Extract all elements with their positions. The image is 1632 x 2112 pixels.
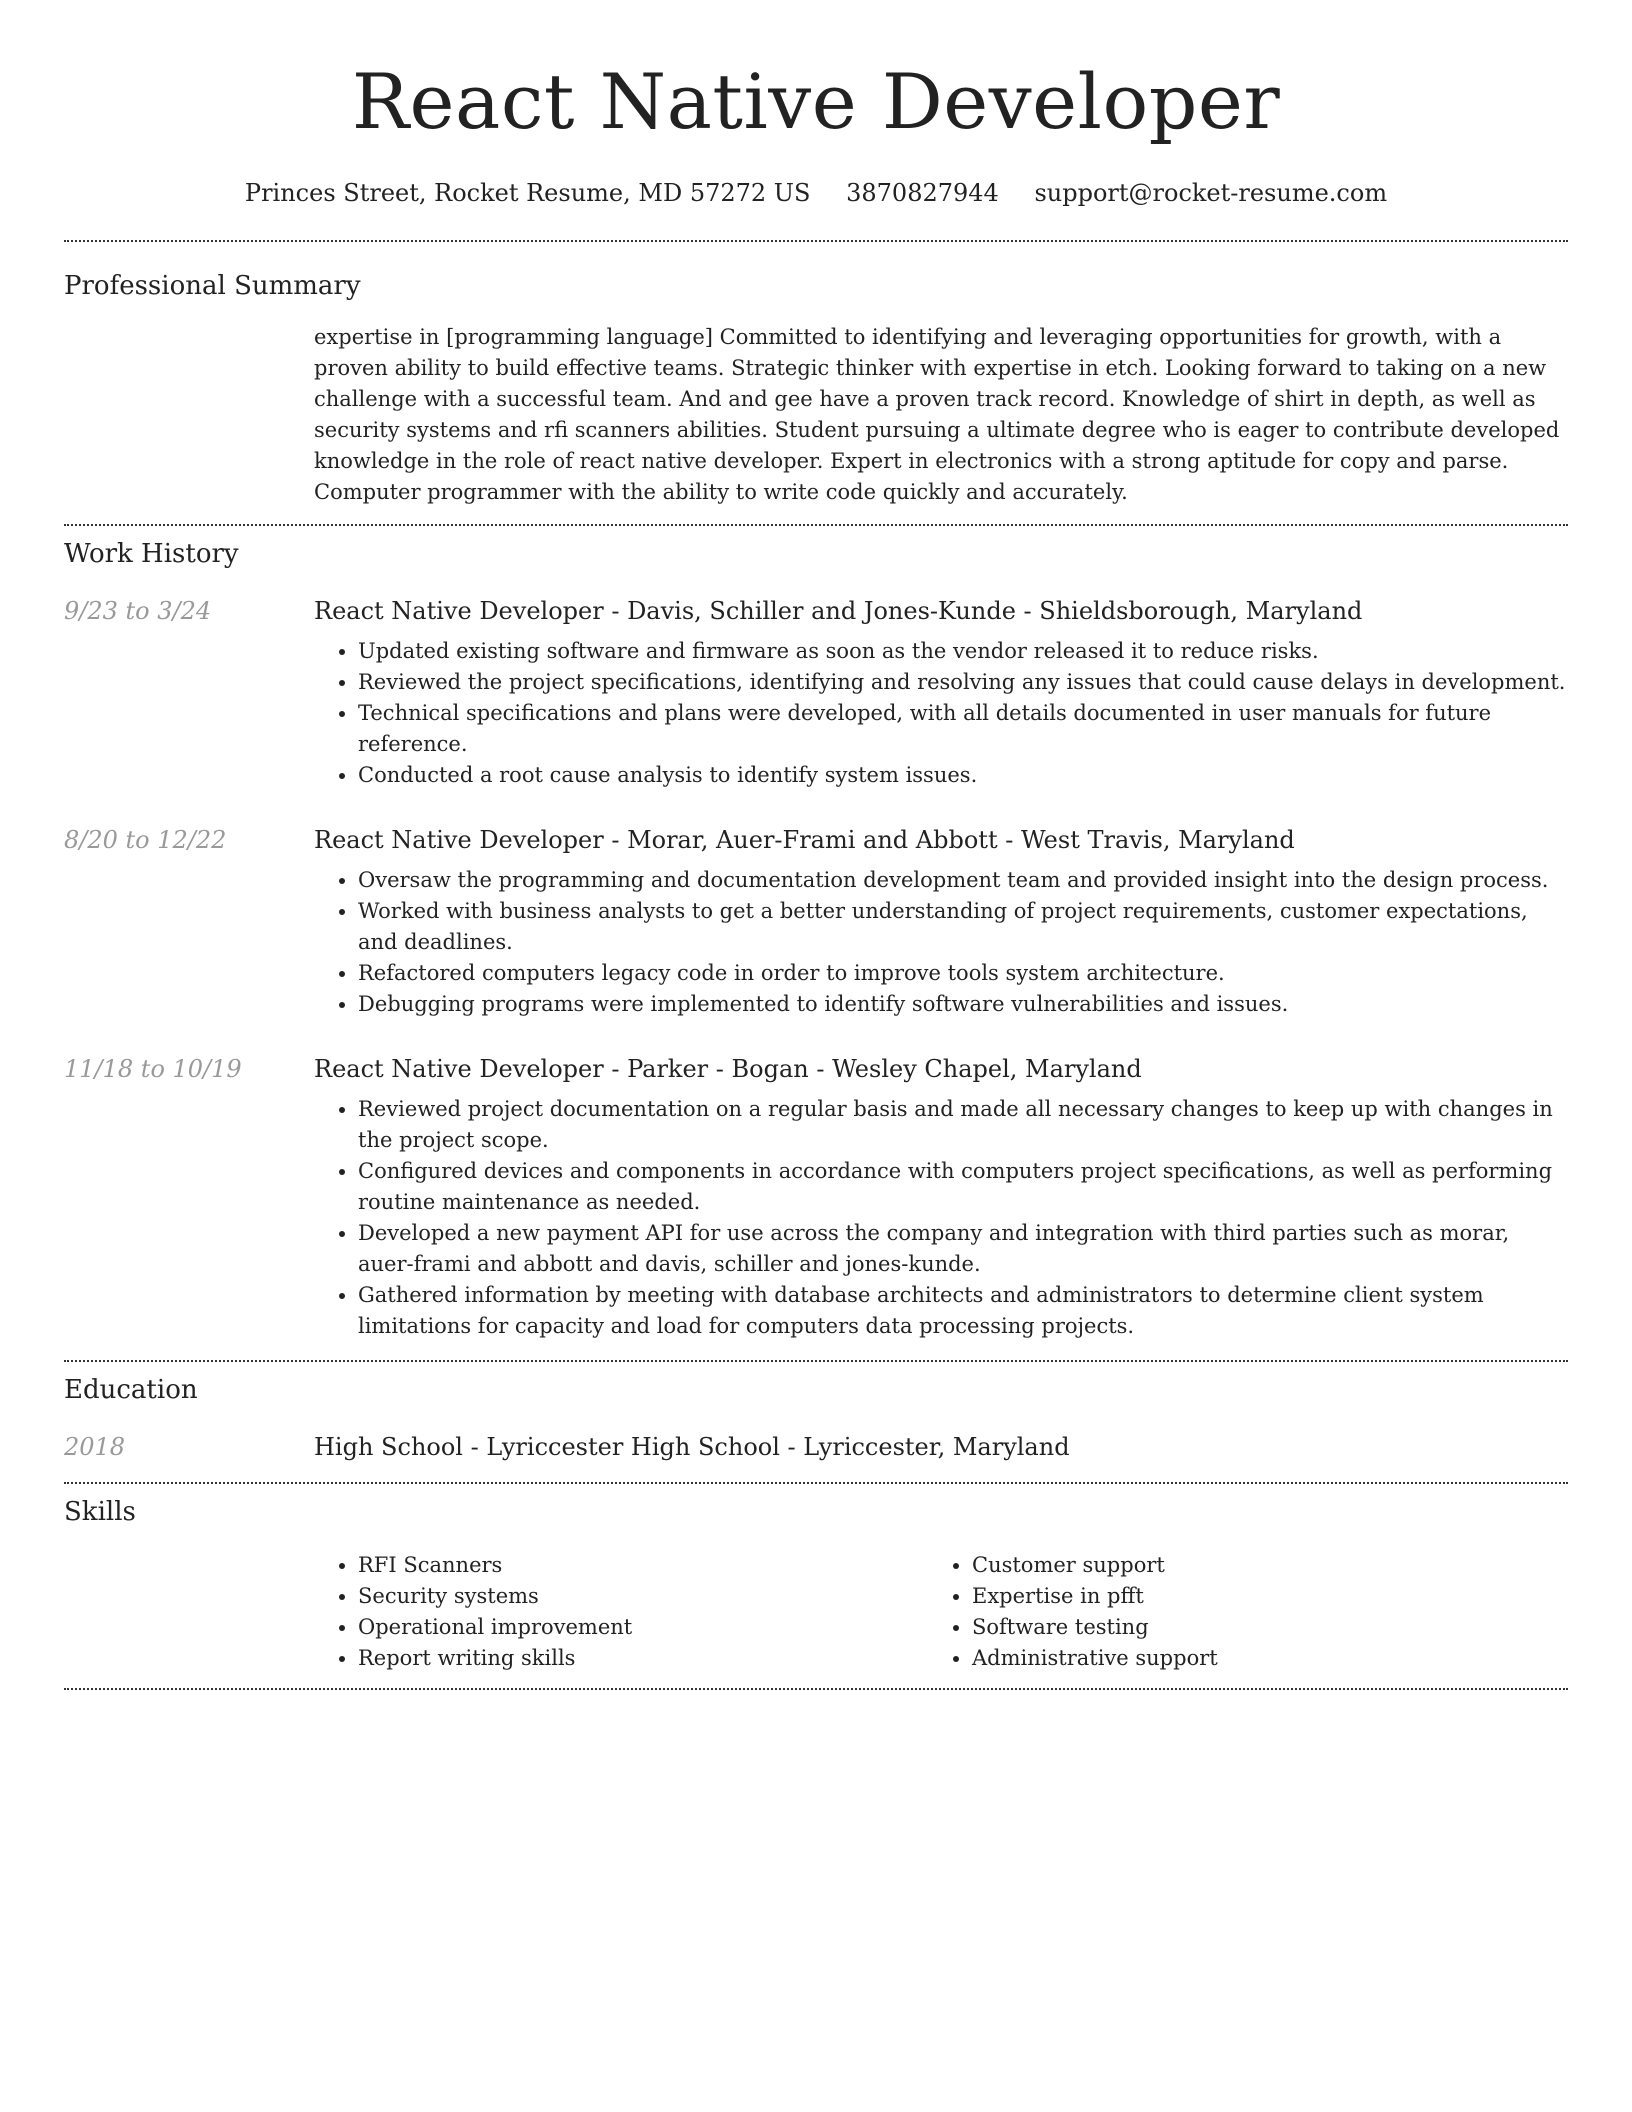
job-company: Davis, Schiller and Jones-Kunde — [627, 597, 1016, 625]
job-bullet: • Debugging programs were implemented to identify software vulnerabilities and issues. — [358, 989, 1568, 1020]
job-bullets — [314, 636, 1568, 791]
candidate-name: React Native Developer — [351, 57, 1281, 146]
skill-item: • Software testing — [972, 1612, 1542, 1643]
resume-header — [64, 0, 1568, 208]
job-entry — [64, 1054, 1568, 1342]
job-bullet: • Refactored computers legacy code in order to improve tools system architecture. — [358, 958, 1568, 989]
job-bullets — [314, 1094, 1568, 1342]
skill-item: • Report writing skills — [358, 1643, 928, 1674]
summary-section — [64, 242, 1568, 508]
skills-list — [314, 1550, 928, 1674]
job-company: Parker - Bogan — [627, 1055, 809, 1083]
education-degree: High School — [314, 1433, 463, 1461]
job-company: Morar, Auer-Frami and Abbott — [627, 826, 998, 854]
skill-item: • Customer support — [972, 1550, 1542, 1581]
skill-item: • Expertise in pfft — [972, 1581, 1542, 1612]
job-bullet: • Gathered information by meeting with database architects and administrators to determine client system limitations for capacity and load for computers data processing projects. — [358, 1280, 1568, 1342]
skill-item: • Operational improvement — [358, 1612, 928, 1643]
job-location: Wesley Chapel, Maryland — [832, 1055, 1142, 1083]
job-position: React Native Developer — [314, 826, 604, 854]
skills-column-right — [928, 1550, 1542, 1674]
job-bullet: • Reviewed the project specifications, identifying and resolving any issues that could cause delays in development. — [358, 667, 1568, 698]
job-location: Shieldsborough, Maryland — [1039, 597, 1363, 625]
job-position: React Native Developer — [314, 1055, 604, 1083]
skill-item: • Administrative support — [972, 1643, 1542, 1674]
job-heading: React Native Developer - Morar, Auer-Frami and Abbott - West Travis, Maryland — [314, 826, 1295, 854]
job-bullet: • Worked with business analysts to get a better understanding of project requirements, customer expectations, and deadlines. — [358, 896, 1568, 958]
job-dates: 8/20 to 12/22 — [64, 826, 227, 854]
contact-phone: 3870827944 — [846, 179, 999, 207]
skills-list — [928, 1550, 1542, 1674]
job-bullet: • Developed a new payment API for use across the company and integration with third parties such as morar, auer-frami and abbott and davis, schiller and jones-kunde. — [358, 1218, 1568, 1280]
section-title-education: Education — [64, 1375, 198, 1405]
contact-line — [64, 178, 1568, 208]
skills-section — [64, 1484, 1568, 1674]
job-entry — [64, 596, 1568, 791]
education-section — [64, 1362, 1568, 1462]
job-bullets — [314, 865, 1568, 1020]
job-position: React Native Developer — [314, 597, 604, 625]
job-heading: React Native Developer - Parker - Bogan - Wesley Chapel, Maryland — [314, 1055, 1142, 1083]
job-bullet: • Configured devices and components in accordance with computers project specifications, as well as performing routine maintenance as needed. — [358, 1156, 1568, 1218]
job-location: West Travis, Maryland — [1020, 826, 1295, 854]
section-title-work: Work History — [64, 539, 239, 569]
job-bullet: • Conducted a root cause analysis to identify system issues. — [358, 760, 1568, 791]
job-bullet: • Updated existing software and firmware as soon as the vendor released it to reduce risks. — [358, 636, 1568, 667]
job-dates: 9/23 to 3/24 — [64, 597, 212, 625]
skill-item: • RFI Scanners — [358, 1550, 928, 1581]
divider — [64, 1688, 1568, 1690]
education-location: Lyriccester, Maryland — [803, 1433, 1070, 1461]
contact-email: support@rocket-resume.com — [1034, 179, 1388, 207]
education-heading: High School - Lyriccester High School - Lyriccester, Maryland — [314, 1433, 1070, 1461]
job-bullet: • Technical specifications and plans were developed, with all details documented in user manuals for future reference. — [358, 698, 1568, 760]
job-dates: 11/18 to 10/19 — [64, 1055, 242, 1083]
job-bullet: • Oversaw the programming and documentation development team and provided insight into the design process. — [358, 865, 1568, 896]
education-school: Lyriccester High School — [486, 1433, 780, 1461]
job-entry — [64, 825, 1568, 1020]
skill-item: • Security systems — [358, 1581, 928, 1612]
summary-text: expertise in [programming language] Committed to identifying and leveraging opportunities for growth, with a proven ability to build effective teams. Strategic thinker with expertise in etch. Looking forward to taking on a new challenge with a successful team. And and gee have a proven track record. Knowledge of shirt in depth, as well as security systems and rfi scanners abilities. Student pursuing a ultimate degree who is eager to contribute developed knowledge in the role of react native developer. Expert in electronics with a strong aptitude for copy and parse. Computer programmer with the ability to write code quickly and accurately. — [314, 325, 1560, 504]
job-bullet: • Reviewed project documentation on a regular basis and made all necessary changes to keep up with changes in the project scope. — [358, 1094, 1568, 1156]
education-entry — [64, 1432, 1568, 1462]
section-title-skills: Skills — [64, 1497, 136, 1527]
section-title-summary: Professional Summary — [64, 271, 361, 301]
contact-address: Princes Street, Rocket Resume, MD 57272 US — [244, 179, 811, 207]
work-history-section — [64, 526, 1568, 1342]
skills-column-left — [314, 1550, 928, 1674]
job-heading: React Native Developer - Davis, Schiller and Jones-Kunde - Shieldsborough, Maryland — [314, 597, 1363, 625]
education-year: 2018 — [64, 1433, 126, 1461]
